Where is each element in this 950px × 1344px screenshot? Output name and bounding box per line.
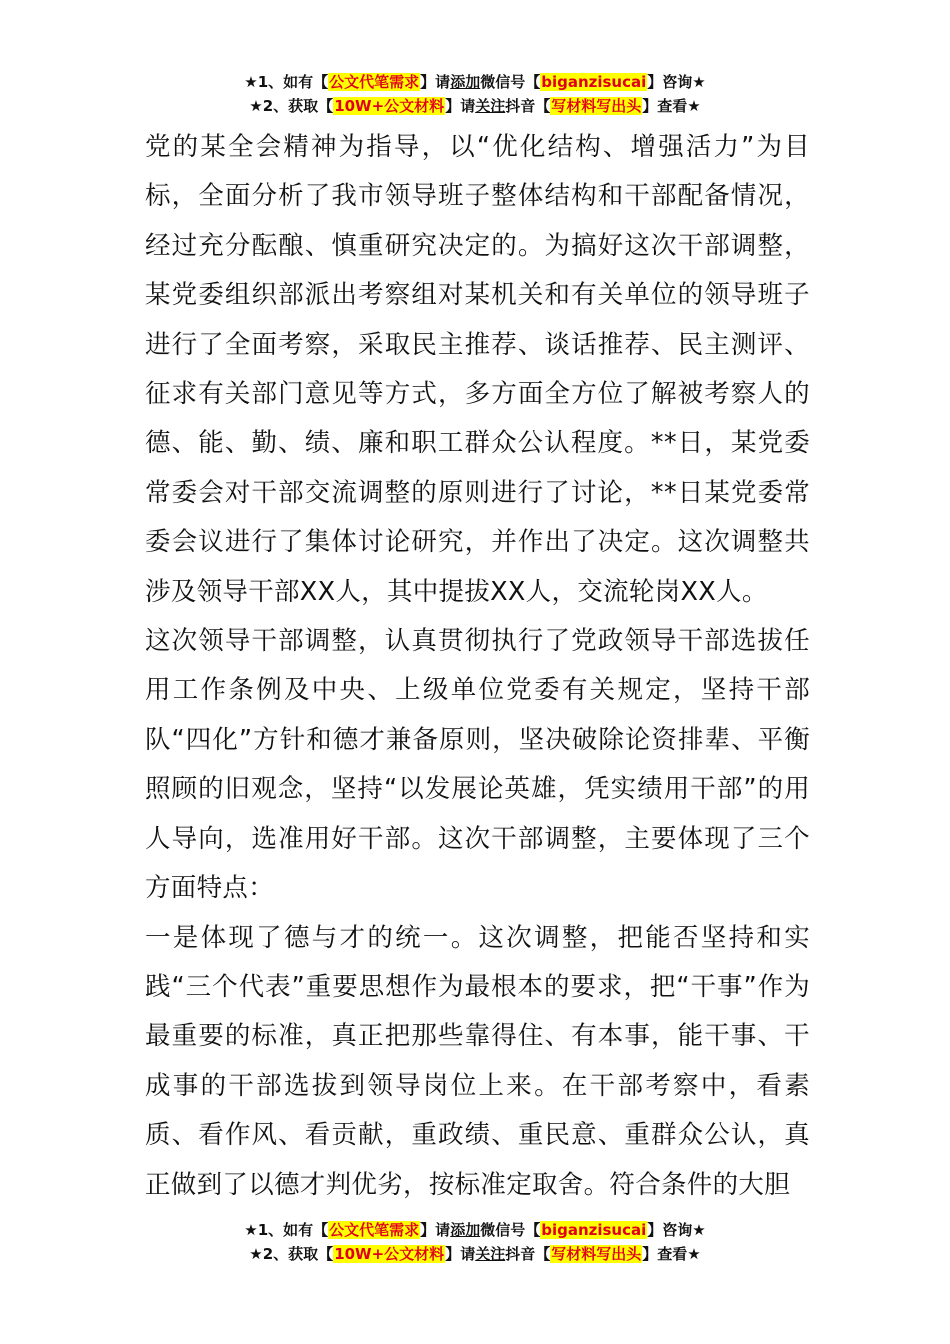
banner-text: 】查看★ <box>642 97 701 115</box>
banner-highlight: 公文代笔需求 <box>329 1221 420 1239</box>
footer-banner <box>0 1218 950 1266</box>
paragraph-2: 这次领导干部调整，认真贯彻执行了党政领导干部选拔任用工作条例及中央、上级单位党委有关规定，坚持干部队“四化”方针和德才兼备原则，坚决破除论资排辈、平衡照顾的旧观念，坚持“以发展论英雄，凭实绩用干部”的用人导向，选准用好干部。这次干部调整，主要体现了三个方面特点： <box>145 626 810 904</box>
paragraph-3: 一是体现了德与才的统一。这次调整，把能否坚持和实践“三个代表”重要思想作为最根本的要求，把“干事”作为最重要的标准，真正把那些靠得住、有本事，能干事、干成事的干部选拔到领导岗位上来。在干部考察中，看素质、看作风、看贡献，重政绩、重民意、重群众公认，真正做到了以德才判优劣，按标准定取舍。符合条件的大胆 <box>145 922 810 1200</box>
banner-line-2 <box>0 1242 950 1266</box>
document-body <box>145 123 810 1210</box>
paragraph-1: 党的某全会精神为指导，以“优化结构、增强活力”为目标，全面分析了我市领导班子整体结构和干部配备情况，经过充分酝酿、慎重研究决定的。为搞好这次干部调整，某党委组织部派出考察组对某机关和有关单位的领导班子进行了全面考察，采取民主推荐、谈话推荐、民主测评、征求有关部门意见等方式，多方面全方位了解被考察人的德、能、勤、绩、廉和职工群众公认程度。**日，某党委常委会对干部交流调整的原则进行了讨论，**日某党委常委会议进行了集体讨论研究，并作出了决定。这次调整共涉及领导干部XX人，其中提拔XX人，交流轮岗XX人。 <box>145 132 810 607</box>
banner-text: 抖音【 <box>505 1245 551 1263</box>
banner-underlined: 添加 <box>450 73 481 91</box>
banner-text: 】请 <box>445 1245 476 1263</box>
banner-highlight: 10W+公文材料 <box>334 97 445 115</box>
banner-text: ★2、获取【 <box>249 1245 334 1263</box>
banner-text: 】请 <box>420 1221 451 1239</box>
banner-text: ★2、获取【 <box>249 97 334 115</box>
banner-text: 】请 <box>445 97 476 115</box>
banner-text: 】查看★ <box>642 1245 701 1263</box>
banner-highlight: biganzisucai <box>541 1221 647 1239</box>
banner-underlined: 添加 <box>450 1221 481 1239</box>
banner-text: ★1、如有【 <box>244 73 329 91</box>
banner-text: 微信号【 <box>480 1221 541 1239</box>
banner-text: 】咨询★ <box>647 73 706 91</box>
banner-highlight: 写材料写出头 <box>551 97 642 115</box>
banner-line-1 <box>0 1218 950 1242</box>
banner-text: ★1、如有【 <box>244 1221 329 1239</box>
banner-highlight: 10W+公文材料 <box>334 1245 445 1263</box>
banner-text: 】请 <box>420 73 451 91</box>
banner-underlined: 关注 <box>475 1245 506 1263</box>
banner-text: 微信号【 <box>480 73 541 91</box>
banner-text: 抖音【 <box>505 97 551 115</box>
banner-highlight: biganzisucai <box>541 73 647 91</box>
banner-underlined: 关注 <box>475 97 506 115</box>
header-banner <box>0 70 950 118</box>
banner-line-1 <box>0 70 950 94</box>
banner-line-2 <box>0 94 950 118</box>
banner-highlight: 公文代笔需求 <box>329 73 420 91</box>
banner-text: 】咨询★ <box>647 1221 706 1239</box>
banner-highlight: 写材料写出头 <box>551 1245 642 1263</box>
